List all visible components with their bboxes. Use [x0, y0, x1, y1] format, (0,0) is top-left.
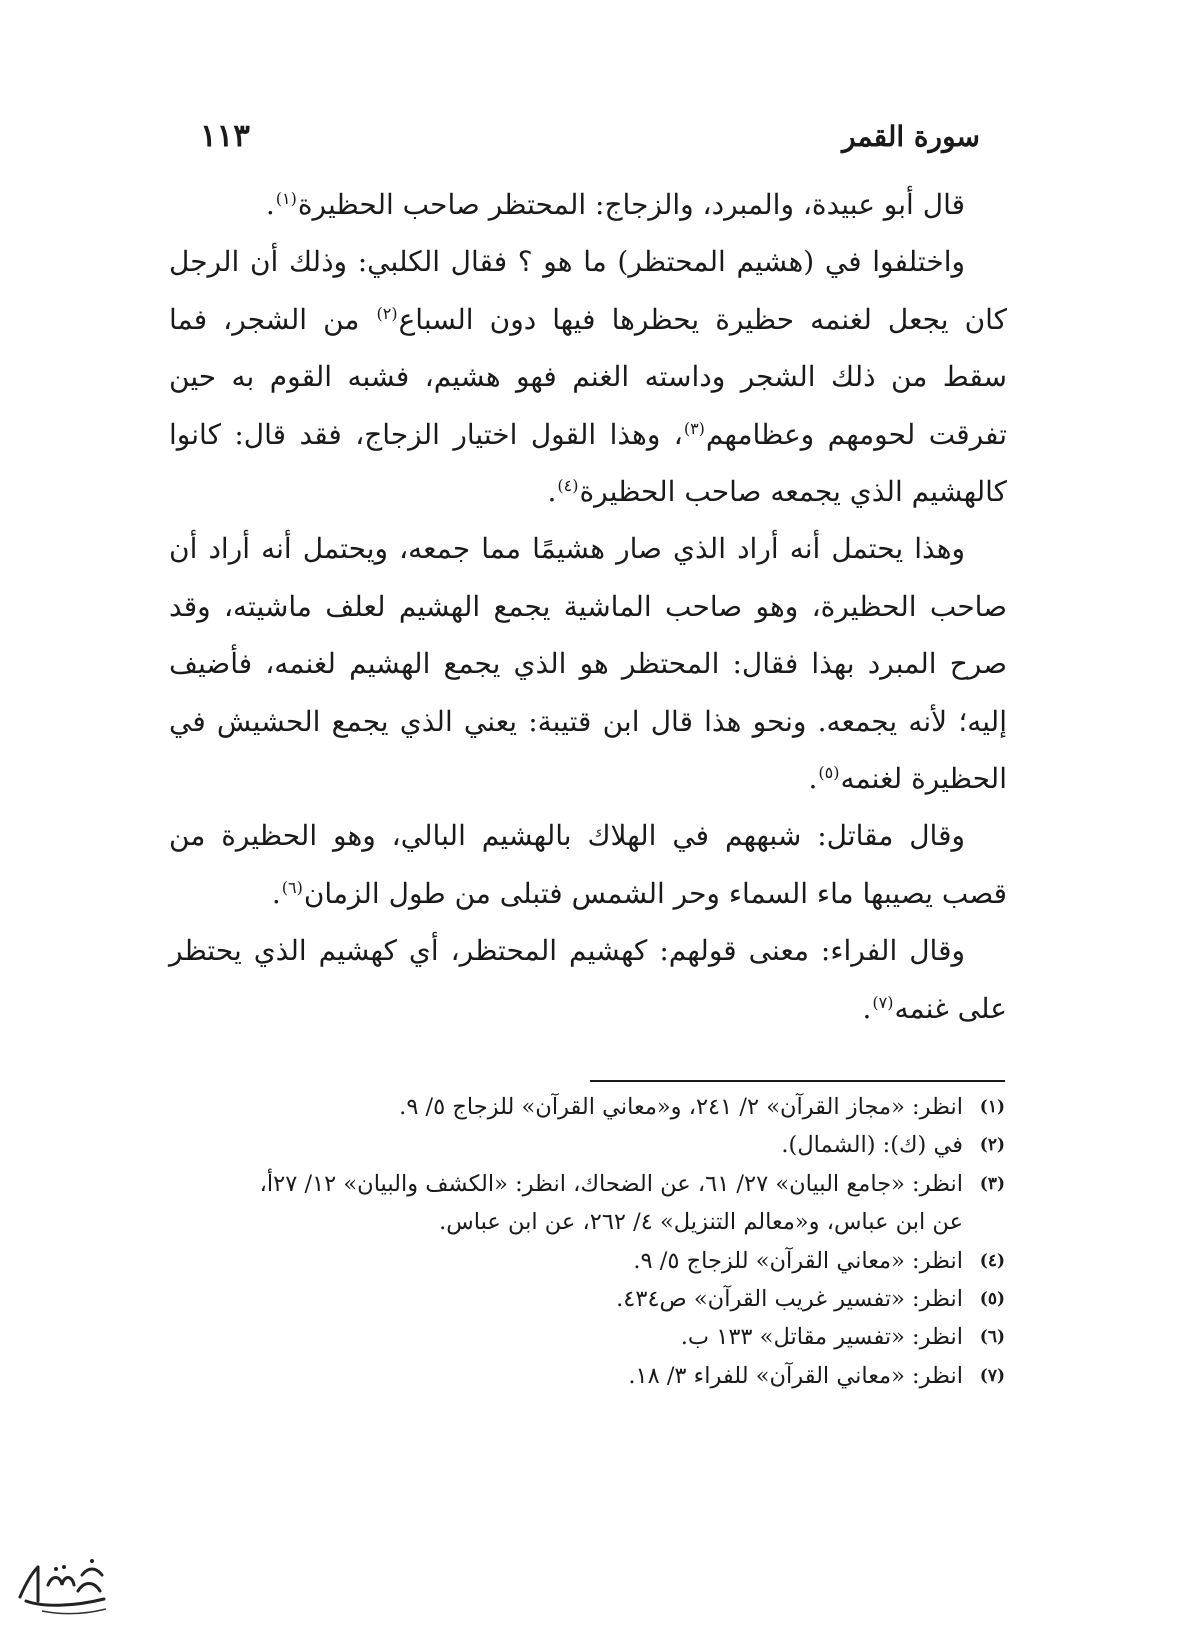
main-text	[169, 176, 1007, 1037]
footnote-number: (٧)	[979, 1365, 1005, 1386]
paragraph-text: قال أبو عبيدة، والمبرد، والزجاج: المحتظر صاحب الحظيرة	[297, 188, 965, 221]
footnote-divider	[590, 1080, 1005, 1082]
paragraph-text: .	[547, 475, 557, 509]
paragraph-text: من الشجر، فما سقط من ذلك الشجر وداسته الغنم فهو هشيم، فشبه القوم به حين تفرقت لحومهم وعظامهم	[169, 302, 1007, 451]
paragraph-text: ، وهذا القول اختيار الزجاج، فقد قال: كانوا كالهشيم الذي يجمعه صاحب الحظيرة	[169, 417, 1007, 509]
footnote-ref: (٢)	[376, 303, 398, 323]
paragraph-text: وقال مقاتل: شبههم في الهلاك بالهشيم البالي، وهو الحظيرة من قصب يصيبها ماء السماء وحر الشمس فتبلى من طول الزمان	[169, 819, 1007, 910]
paragraph	[169, 520, 1007, 807]
footnote-line: انظر: «مجاز القرآن» ٢/ ٢٤١، و«معاني القرآن» للزجاج ٥/ ٩.	[399, 1094, 963, 1120]
footnote-ref: (٣)	[683, 418, 705, 438]
paragraph-text: وهذا يحتمل أنه أراد الذي صار هشيمًا مما جمعه، ويحتمل أنه أراد أن صاحب الحظيرة، وهو صاحب الماشية يجمع الهشيم لعلف ماشيته، وقد صرح المبرد بهذا فقال: المحتظر هو الذي يجمع الهشيم لغنمه، فأضيف إليه؛ لأنه يجمعه. ونحو هذا قال ابن قتيبة: يعني الذي يجمع الحشيش في الحظيرة لغنمه	[169, 532, 1007, 796]
surah-title: سورة القمر	[842, 119, 980, 153]
footnote	[135, 1126, 1005, 1164]
footnote-text	[135, 1088, 963, 1126]
paragraph	[169, 233, 1007, 520]
footnote-number: (٦)	[979, 1327, 1005, 1348]
page-header	[200, 112, 980, 160]
footnotes	[135, 1088, 1005, 1395]
paragraph-text: .	[808, 762, 818, 796]
footnote-number: (١)	[979, 1097, 1005, 1117]
footnote	[135, 1242, 1005, 1280]
paragraph-text: واختلفوا في (هشيم المحتظر) ما هو ؟ فقال الكلبي: وذلك أن الرجل كان يجعل لغنمه حظيرة يحظرها فيها دون السباع	[169, 245, 1007, 336]
footnote-line: في (ك): (الشمال).	[781, 1132, 963, 1159]
footnote-line: انظر: «معاني القرآن» للزجاج ٥/ ٩.	[633, 1247, 963, 1274]
footnote	[135, 1318, 1005, 1356]
calligraphy-logo-icon	[12, 1545, 112, 1617]
footnote-line: عن ابن عباس، و«معالم التنزيل» ٤/ ٢٦٢، عن ابن عباس.	[439, 1209, 963, 1236]
footnote-line: انظر: «معاني القرآن» للفراء ٣/ ١٨.	[628, 1362, 963, 1389]
footnote-ref: (٤)	[557, 476, 579, 496]
footnote-ref: (٥)	[818, 763, 840, 783]
paragraph	[169, 922, 1007, 1037]
footnote-ref: (١)	[275, 189, 297, 208]
footnote-text	[135, 1126, 963, 1164]
paragraph	[169, 176, 1007, 233]
paragraph-text: وقال الفراء: معنى قولهم: كهشيم المحتظر، أي كهشيم الذي يحتظر على غنمه	[169, 934, 1007, 1025]
footnote	[135, 1280, 1005, 1318]
page-number: ١١٣	[200, 118, 250, 154]
footnote-number: (٢)	[979, 1135, 1005, 1156]
footnote-number: (٣)	[979, 1173, 1005, 1194]
paragraph	[169, 807, 1007, 922]
paragraph-text: .	[862, 991, 872, 1025]
paragraph-text: .	[271, 876, 281, 910]
footnote-ref: (٧)	[872, 992, 894, 1012]
footnote-number: (٤)	[979, 1250, 1005, 1271]
footnote-number: (٥)	[979, 1289, 1005, 1310]
footnote-line: انظر: «تفسير غريب القرآن» ص٤٣٤.	[616, 1286, 963, 1313]
footnote-text	[135, 1280, 963, 1318]
footnote	[135, 1088, 1005, 1126]
footnote	[135, 1165, 1005, 1242]
footnote-text	[135, 1357, 963, 1395]
footnote-line: انظر: «جامع البيان» ٢٧/ ٦١، عن الضحاك، انظر: «الكشف والبيان» ١٢/ ٢٧أ،	[259, 1170, 963, 1197]
footnote-text	[135, 1242, 963, 1280]
footnote-text	[135, 1318, 963, 1356]
paragraph-text: .	[265, 188, 275, 221]
footnote	[135, 1357, 1005, 1395]
footnote-line: انظر: «تفسير مقاتل» ١٣٣ ب.	[680, 1324, 963, 1351]
footnote-ref: (٦)	[281, 877, 303, 897]
footnote-text	[135, 1165, 963, 1242]
